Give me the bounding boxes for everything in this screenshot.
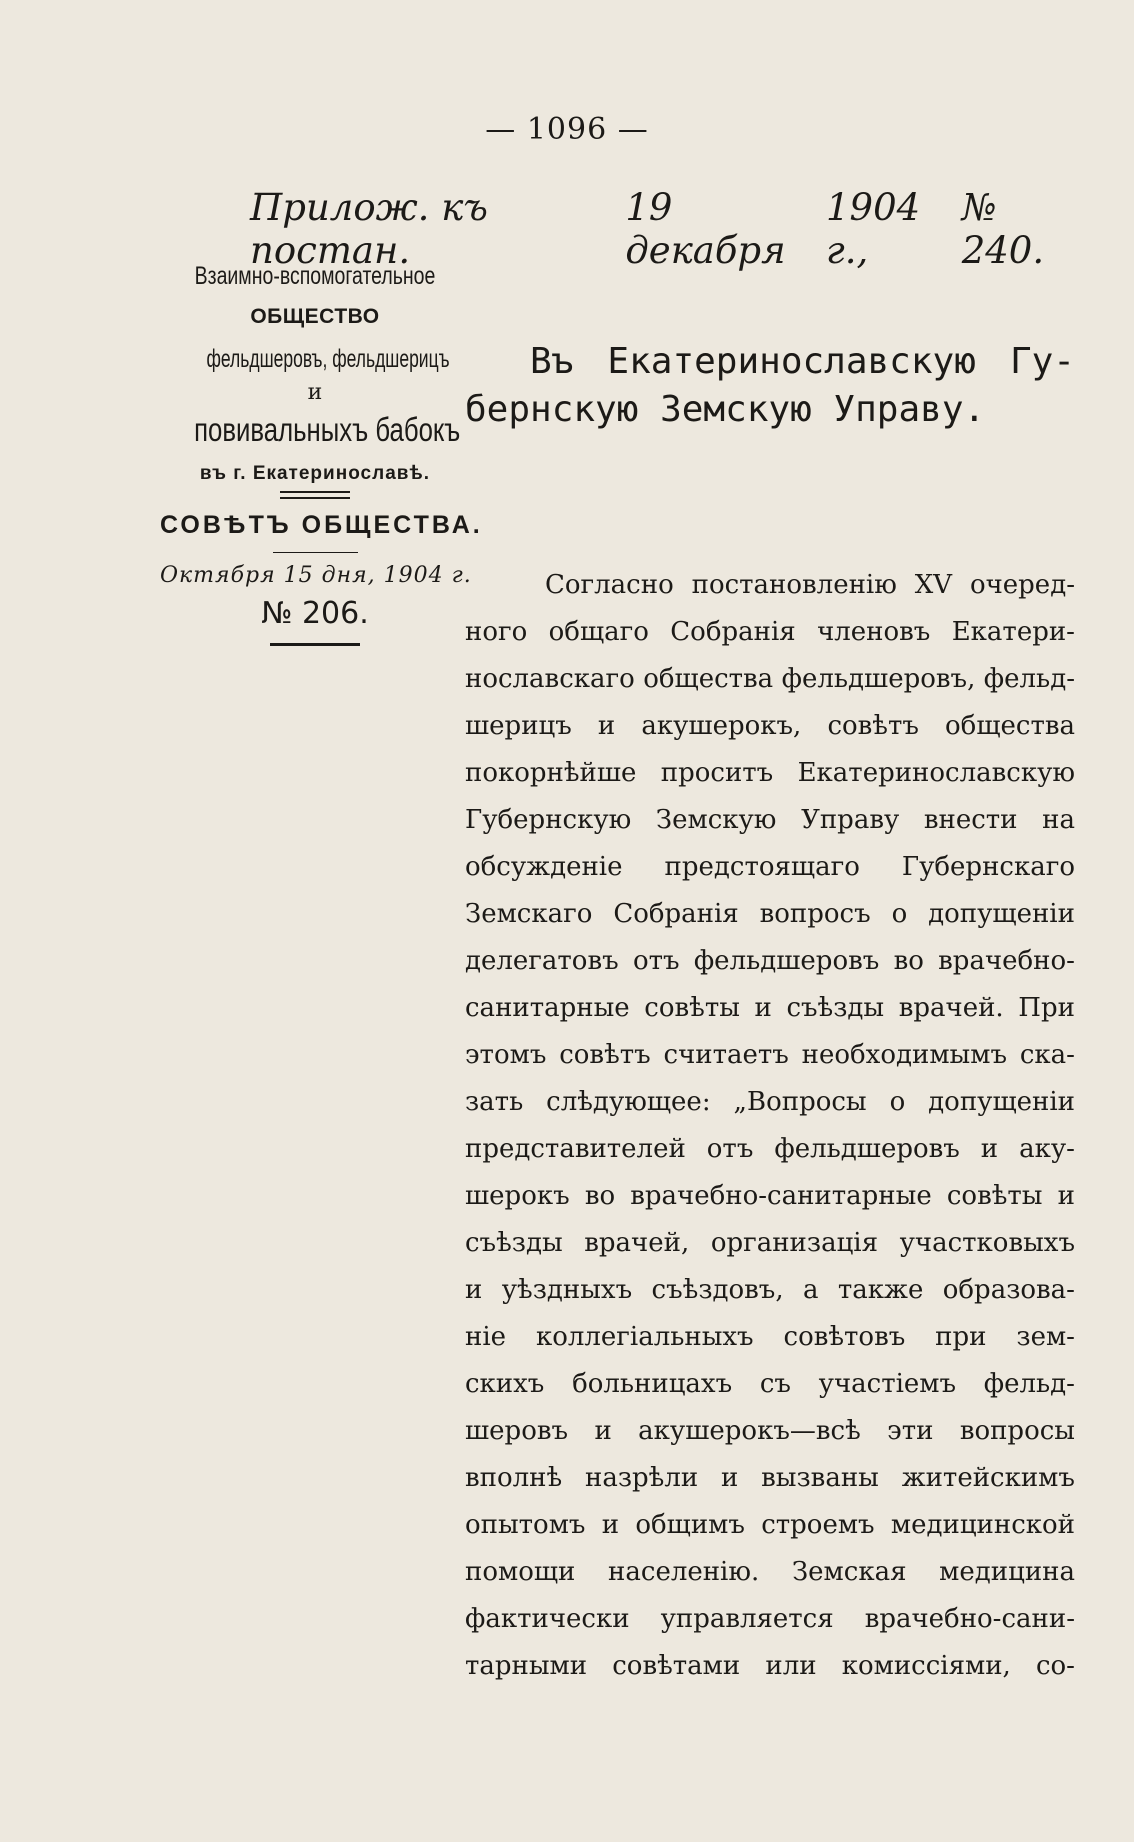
body-word: делегатовъ	[465, 946, 619, 976]
body-line	[465, 797, 1075, 844]
body-word: съѣзды	[786, 993, 885, 1023]
body-word: предстоящаго	[664, 852, 860, 882]
body-word: Екатери-	[951, 617, 1075, 647]
body-line	[465, 1408, 1075, 1455]
body-word: Губернскаго	[901, 852, 1075, 882]
body-word: совѣтъ	[827, 711, 919, 741]
body-word: ного	[465, 617, 528, 647]
body-word: врачей.	[898, 993, 1004, 1023]
body-word: вопросъ	[759, 899, 871, 929]
body-word: шерокъ	[465, 1181, 570, 1211]
body-word: При	[1018, 993, 1075, 1023]
body-word: санитарные	[465, 993, 630, 1023]
body-word: общаго	[548, 617, 649, 647]
body-word: совѣты	[644, 993, 740, 1023]
body-line	[465, 562, 1075, 609]
body-word: постановленію	[691, 570, 897, 600]
body-line	[465, 1032, 1075, 1079]
body-word: о	[891, 899, 908, 929]
body-line	[465, 844, 1075, 891]
body-word: медицинской	[890, 1510, 1075, 1540]
body-word: вполнѣ	[465, 1463, 563, 1493]
body-word: совѣтовъ	[783, 1322, 906, 1352]
body-word: фактически	[465, 1604, 630, 1634]
header-year: 1904 г.,	[826, 186, 921, 272]
body-word: шеровъ	[465, 1416, 569, 1446]
body-word: врачебно-санитарные	[630, 1181, 932, 1211]
body-word: назрѣли	[584, 1463, 699, 1493]
body-word: акушерокъ—всѣ	[638, 1416, 861, 1446]
body-word: представителей	[465, 1134, 686, 1164]
sender-line-society: ОБЩЕСТВО	[250, 305, 380, 328]
body-line	[465, 1596, 1075, 1643]
body-word: обсужденіе	[465, 852, 623, 882]
body-word: помощи	[465, 1557, 576, 1587]
sender-line-midwives: повивальныхъ бабокъ	[194, 411, 461, 448]
body-word: и	[980, 1134, 999, 1164]
body-word: или	[765, 1651, 817, 1681]
body-word: Собранія	[670, 617, 796, 647]
body-word: населенію.	[608, 1557, 760, 1587]
body-word: Екатеринославскую	[797, 758, 1075, 788]
body-word: внести	[923, 805, 1018, 835]
body-word: Согласно	[545, 570, 674, 600]
body-word: ска-	[1019, 1040, 1075, 1070]
council-title: СОВѢТЪ ОБЩЕСТВА.	[160, 511, 483, 539]
body-line	[465, 1220, 1075, 1267]
body-word: на	[1042, 805, 1075, 835]
body-word: медицина	[939, 1557, 1075, 1587]
body-word: эти	[887, 1416, 934, 1446]
body-word: вопросы	[959, 1416, 1075, 1446]
body-word: акушерокъ,	[641, 711, 802, 741]
body-word: аку-	[1019, 1134, 1075, 1164]
body-word: съѣзды	[465, 1228, 563, 1258]
sender-line-and: и	[307, 380, 323, 405]
body-word: Земскую	[655, 805, 777, 835]
body-word: совѣтъ	[559, 1040, 651, 1070]
body-word: общества	[945, 711, 1075, 741]
body-word: житейскимъ	[901, 1463, 1075, 1493]
body-word: совѣты	[946, 1181, 1043, 1211]
body-line	[465, 656, 1075, 703]
addressee-block	[465, 338, 1075, 434]
body-line	[465, 938, 1075, 985]
body-word: очеред-	[969, 570, 1075, 600]
body-word: и	[1057, 1181, 1075, 1211]
header-appendix-ref: Прилож. къ постан.	[250, 186, 488, 272]
body-word: Земская	[791, 1557, 907, 1587]
sender-line-mutual-aid: Взаимно-вспомогательное	[194, 262, 436, 290]
body-line	[465, 1267, 1075, 1314]
body-word: необходимымъ	[801, 1040, 1008, 1070]
body-line	[465, 1173, 1075, 1220]
letter-number: № 206.	[261, 596, 369, 631]
body-word: слѣдующее:	[546, 1087, 711, 1117]
body-word: Собранія	[613, 899, 739, 929]
header-date: 19 декабря	[625, 186, 786, 272]
body-word: этомъ	[465, 1040, 547, 1070]
body-line	[465, 609, 1075, 656]
body-word: допущеніи	[928, 899, 1075, 929]
body-word: врачебно-	[938, 946, 1075, 976]
body-word: Земскаго	[465, 899, 593, 929]
page-number: — 1096 —	[485, 112, 649, 147]
body-line	[465, 1126, 1075, 1173]
letter-date: Октября 15 дня, 1904 г.	[160, 563, 472, 588]
sender-line-feldshers: фельдшеровъ, фельдшерицъ	[206, 345, 450, 373]
body-word: при	[935, 1322, 987, 1352]
body-line	[465, 891, 1075, 938]
addressee-word-city: Екатеринославскую	[607, 341, 976, 382]
letter-body	[465, 562, 1075, 1690]
body-word: во	[893, 946, 924, 976]
body-word: съ	[759, 1369, 791, 1399]
body-word: и	[597, 711, 616, 741]
body-word: вызваны	[761, 1463, 879, 1493]
body-word: образова-	[942, 1275, 1075, 1305]
addressee-line-2: бернскую Земскую Управу.	[465, 389, 986, 430]
body-word: врачей,	[584, 1228, 690, 1258]
body-word: и	[754, 993, 772, 1023]
body-line	[465, 1455, 1075, 1502]
sender-block	[160, 262, 483, 646]
body-line	[465, 985, 1075, 1032]
body-word: общимъ	[635, 1510, 745, 1540]
body-word: общества	[643, 664, 774, 694]
body-word: и	[465, 1275, 483, 1305]
body-line	[465, 703, 1075, 750]
body-word: уѣздныхъ	[501, 1275, 633, 1305]
body-word: тарными	[465, 1651, 588, 1681]
body-word: отъ	[632, 946, 680, 976]
body-word: фельдшеровъ,	[781, 664, 976, 694]
body-word: допущеніи	[928, 1087, 1075, 1117]
thick-rule-divider	[270, 643, 360, 646]
body-word: опытомъ	[465, 1510, 586, 1540]
body-word: ніе	[465, 1322, 507, 1352]
addressee-line-1	[465, 338, 1075, 386]
body-line	[465, 1079, 1075, 1126]
body-word: и	[594, 1416, 612, 1446]
body-word: съѣздовъ,	[651, 1275, 784, 1305]
double-rule-divider	[280, 491, 350, 499]
body-line	[465, 1549, 1075, 1596]
addressee-word-gu: Гу-	[1009, 341, 1075, 382]
body-word: зем-	[1016, 1322, 1075, 1352]
body-line	[465, 750, 1075, 797]
body-word: больницахъ	[572, 1369, 733, 1399]
body-word: коллегіальныхъ	[535, 1322, 754, 1352]
body-line	[465, 1502, 1075, 1549]
body-word: комиссіями,	[841, 1651, 1011, 1681]
body-word: нославскаго	[465, 664, 635, 694]
body-word: организація	[710, 1228, 879, 1258]
body-word: а	[803, 1275, 819, 1305]
body-word: членовъ	[817, 617, 931, 647]
body-line	[465, 1643, 1075, 1690]
body-word: во	[584, 1181, 616, 1211]
body-word: скихъ	[465, 1369, 545, 1399]
body-word: „Вопросы	[733, 1087, 867, 1117]
body-word: и	[721, 1463, 739, 1493]
body-word: фельд-	[983, 664, 1075, 694]
body-word: зать	[465, 1087, 524, 1117]
body-word: XV	[914, 570, 953, 600]
rule-divider	[273, 552, 358, 553]
body-word: считаетъ	[663, 1040, 789, 1070]
body-word: участіемъ	[818, 1369, 957, 1399]
body-word: строемъ	[761, 1510, 875, 1540]
body-word: участковыхъ	[899, 1228, 1075, 1258]
body-word: врачебно-сани-	[864, 1604, 1075, 1634]
body-word: фельдшеровъ	[693, 946, 880, 976]
body-word: и	[601, 1510, 620, 1540]
body-word: покорнѣйше	[465, 758, 637, 788]
addressee-word-to: Въ	[530, 341, 574, 382]
body-word: Губернскую	[465, 805, 632, 835]
body-line	[465, 1361, 1075, 1408]
body-word: управляется	[660, 1604, 834, 1634]
body-word: Управу	[801, 805, 900, 835]
body-word: совѣтами	[612, 1651, 741, 1681]
body-word: шерицъ	[465, 711, 572, 741]
header-resolution-number: № 240.	[961, 186, 1045, 272]
appendix-header	[250, 186, 1080, 272]
body-word: проситъ	[660, 758, 774, 788]
body-word: также	[837, 1275, 924, 1305]
body-word: со-	[1035, 1651, 1075, 1681]
sender-line-city: въ г. Екатеринославѣ.	[199, 463, 431, 484]
body-word: фельд-	[983, 1369, 1075, 1399]
body-word: отъ	[706, 1134, 754, 1164]
body-word: фельдшеровъ	[774, 1134, 960, 1164]
body-word: о	[889, 1087, 906, 1117]
body-line	[465, 1314, 1075, 1361]
